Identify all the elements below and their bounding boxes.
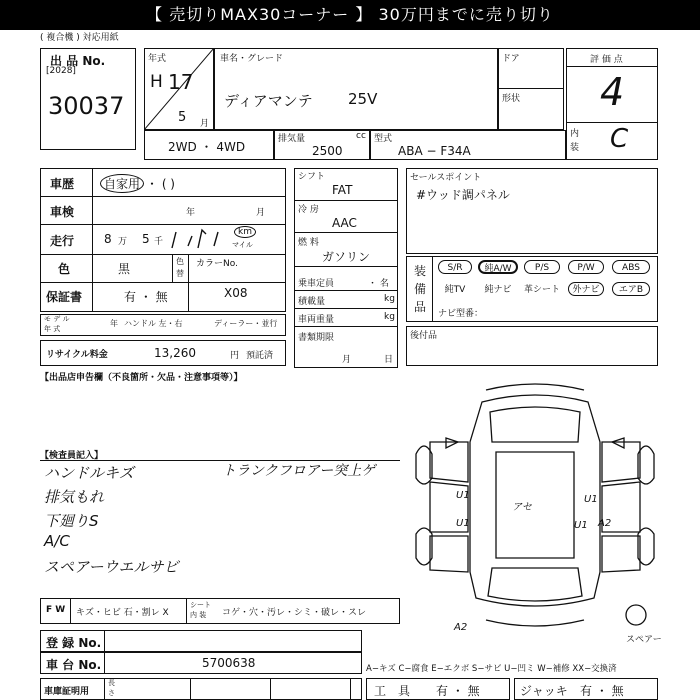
inspector-note-right: トランクフロアー突上ゲ [222,463,376,479]
diagram-mark-1: U1 [456,490,470,501]
equip-pw: P/W [568,260,604,274]
car-damage-diagram [410,382,660,632]
equip-navi-model: ナビ型番： [438,309,484,319]
year-value: 17 [168,70,194,94]
history-label: 車歴 [50,177,75,191]
seat-label-1: シート [190,601,211,609]
color-label: 色 [58,262,71,276]
door-label: ドア [502,54,520,64]
mileage-man: 8 [104,232,112,246]
shaken-label: 車検 [50,205,75,219]
lot-sub: [2028] [46,66,76,76]
model-year-dealer: ディーラー・並行 [214,319,278,328]
shaken-month-unit: 月 [256,208,266,218]
fuel-label: 燃 料 [298,238,319,248]
inspector-note-5: スペアーウエルサビ [44,558,179,576]
drive-text: 2WD ・ 4WD [168,140,246,154]
recycle-label: リサイクル料金 [46,350,108,360]
color-change-1: 色 [176,257,184,266]
diagram-mark-4: U1 [574,520,588,531]
equip-ps: P/S [524,260,560,274]
car-name: ディアマンテ [224,92,313,110]
equipment-label-2: 備 [414,282,427,296]
capacity-unit: ・ 名 [368,279,389,289]
car-grade: 25V [348,90,378,108]
diagram-mark-2: U1 [456,518,470,529]
inspector-note-4: A/C [44,532,70,550]
color-no-label: カラーNo. [196,259,238,269]
history-rest: ・ ( ) [146,177,175,191]
mileage-km: km [234,226,256,238]
retrofit-label: 後付品 [410,331,438,341]
diagram-mark-3: U1 [584,494,598,505]
equip-sr: S/R [438,260,472,274]
weight-label: 車両重量 [298,315,335,325]
equip-abs: ABS [612,260,650,274]
warranty-label: 保証書 [46,290,83,304]
displacement-label: 排気量 [278,134,306,144]
fw-text: キズ・ヒビ 石・割レ X [76,608,169,618]
tools-label: 工 具 [374,684,411,698]
fw-label: F W [46,605,66,615]
color-no-value: X08 [224,286,248,300]
equip-tv: 純TV [444,285,466,295]
docs-label: 書類期限 [298,333,335,343]
tools-value: 有 ・ 無 [436,684,480,698]
chassis-value: 5700638 [202,656,256,670]
sales-point-label: セールスポイント [410,173,482,183]
score-label: 評 価 点 [590,55,623,65]
history-value: 自家用 [100,174,144,193]
car-label: 車名・グレード [220,54,284,64]
mileage-mile: マイル [232,241,253,249]
model-value: ABA − F34A [398,144,471,158]
spare-tire-icon [624,602,648,628]
inspector-label: 【検査員記入】 [40,451,104,461]
registration-label: 登 録 No. [46,636,102,650]
lot-number: 30037 [48,92,125,120]
jack-label: ジャッキ [520,684,568,698]
weight-unit: kg [384,312,395,322]
model-year-label-1: モ デ ル [44,315,70,323]
inspector-note-1: ハンドルキズ [44,464,134,482]
displacement-value: 2500 [312,144,343,158]
inspector-note-2: 排気もれ [44,488,105,506]
year-label: 年式 [148,54,167,64]
recycle-unit: 円 [230,351,240,361]
equip-leather: 革シート [523,285,560,295]
jack-value: 有 ・ 無 [580,684,624,698]
diagram-mark-5: アセ [512,502,532,513]
score-value: 4 [600,70,625,114]
docs-day-unit: 日 [384,355,394,365]
inspector-note-3: 下廻りS [44,512,99,530]
chassis-label: 車 台 No. [46,658,102,672]
equip-airbag: エアB [612,282,650,296]
model-year-unit: 年 [110,319,118,328]
color-value: 黒 [118,262,131,276]
seat-label-2: 内 装 [190,611,207,619]
fuel-value: ガソリン [322,250,371,264]
certificate-sub-1: 長 [108,679,115,687]
legend-text: A−キズ C−腐食 E−エクボ S−サビ U−凹ミ W−補修 XX−交換済 [366,664,617,674]
declaration-label: 【出品店申告欄（不良箇所・欠品・注意事項等）】 [40,373,243,383]
model-year-handle: ハンドル 左・右 [124,319,183,328]
recycle-deposit: 預託済 [246,351,274,361]
certificate-label: 車庫証明用 [44,687,90,697]
docs-month-unit: 月 [342,355,352,365]
interior-label-2: 装 [570,143,580,153]
shift-value: FAT [332,183,353,197]
certificate-sub-2: さ [108,689,115,697]
load-label: 積載量 [298,297,326,307]
sales-point-value: #ウッド調パネル [416,188,510,202]
shift-label: シフト [298,172,326,182]
year-divider-diagonal [144,48,214,130]
model-year-label-2: 年 式 [44,325,61,333]
aircon-value: AAC [332,216,357,230]
mileage-man-unit: 万 [118,237,128,247]
model-label: 型式 [374,134,393,144]
lot-label: 出 品 No. [50,54,106,68]
equip-navi: 純ナビ [484,285,512,295]
recycle-value: 13,260 [154,346,196,360]
year-month: 5 [178,110,187,125]
load-unit: kg [384,294,395,304]
diagram-mark-7: A2 [454,622,468,633]
aircon-label: 冷 房 [298,205,319,215]
mileage-sen: 5 [142,232,150,246]
year-month-unit: 月 [200,119,210,129]
interior-label-1: 内 [570,129,580,139]
color-change-2: 替 [176,269,184,278]
displacement-unit: cc [356,131,366,141]
equipment-label-1: 装 [414,264,427,278]
shaken-year-unit: 年 [186,208,196,218]
mileage-sen-unit: 千 [154,237,164,247]
mileage-label: 走行 [50,234,75,248]
equip-ext-navi: 外ナビ [568,282,604,296]
top-partial-text: ( 複合機 ) 対応用紙 [40,33,119,43]
shape-label: 形状 [502,94,521,104]
banner: 【 売切りMAX30コーナー 】 30万円までに売り切り [0,0,700,30]
warranty-value: 有 ・ 無 [124,290,168,304]
year-era: H [150,72,163,92]
mileage-handwriting [168,226,228,252]
retrofit-box [406,326,658,366]
seat-text: コゲ・穴・汚レ・シミ・破レ・スレ [222,608,367,618]
diagram-mark-6: A2 [598,518,612,529]
spare-label: スペアー [626,635,662,645]
equip-aw: 純A/W [478,260,518,274]
equipment-label-3: 品 [414,300,427,314]
capacity-label: 乗車定員 [298,279,335,289]
interior-value: C [610,124,629,154]
